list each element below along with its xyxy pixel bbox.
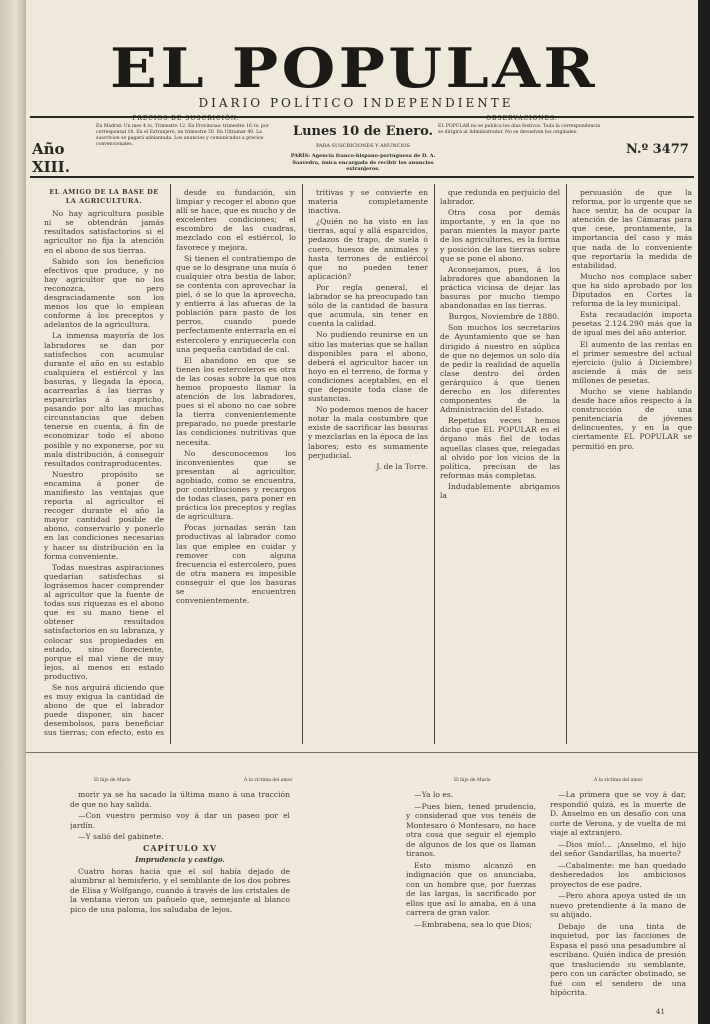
article-paragraph: Si tienen el contratiempo de que se lo desgrane una muía ó cualquier otra bestia de labor, se contenta con aprovechar la piel, ó se lo que la aprovecha, y entierra á las afueras de la población para pasto de los perros, cuando puede perfectamente enterrarla en el estercolero y enriquecerla con una pequeña cantidad de cal.	[176, 253, 296, 354]
article-paragraph: Se nos arguirá diciendo que es muy exigua la cantidad de abono de que el labrador puede disponer, sin hacer desembolsos, para beneficiar sus tierras; con efecto, esto es	[44, 682, 164, 738]
article-paragraph: que redunda en perjuicio del labrador.	[440, 188, 560, 207]
story-paragraph: —Dios mío!... ¡Anselmo, el hijo del señor Gandarillas, ha muerto?	[550, 839, 686, 858]
article-paragraph: No desconocemos los inconvenientes que se presentan al agricultor, agobiado, como se encuentra, por contribuciones y recargos de todas clases, para poner en práctica los preceptos y reglas de agricultura.	[176, 448, 296, 522]
article-paragraph: Sabido son los beneficios efectivos que produce, y no hay agricultor que no los reconozca, pero desgraciadamente son los menos los que lo emplean conforme á los preceptos y adelantos de la agricultura.	[44, 256, 164, 330]
ads-text: PARÍS: Agencia franco-hispano-portuguesa de D. A. Saavedra, única encargada de recibir los anuncios extranjeros.	[290, 153, 436, 173]
story-paragraph: —Cabalmente: me han quedado desheredados los ambiciosos proyectos de ese padre.	[550, 860, 686, 889]
band-label: El hijo de María	[94, 778, 131, 783]
article-paragraph: Repetidas veces hemos dicho que EL POPULAR es el órgano más fiel de todas aquellas clases que, relegadas al olvido por los vicios de la política, precisan de las reformas más completas.	[440, 416, 560, 480]
article-paragraph: Todas nuestras aspiraciones quedarían satisfechas si lográsemos hacer comprender al agricultor que la fuente de todas sus riquezas es el abono que es su mano tiene el obtener resultados satisfactorios en su labranza, y colocar sus propiedades en estado, sino floreciente, porque el mal viene de muy lejos, al menos en estado productivo.	[44, 562, 164, 681]
obs-text: EL POPULAR no se publica los días festivos. Toda la correspondencia se dirigirá al Administrador. No se devuelven los originales.	[438, 124, 601, 135]
newspaper-subtitle: DIARIO POLÍTICO INDEPENDIENTE	[198, 96, 514, 110]
article-paragraph: Esta recaudación importa pesetas 2.124.290 más que la de igual mes del año anterior.	[572, 310, 692, 338]
issue-date-block	[288, 116, 438, 174]
issue-number: N.º 3477	[626, 142, 689, 157]
story-paragraph: —Con vuestro permiso voy á dar un paseo por el jardín.	[70, 811, 290, 830]
column-divider	[170, 184, 171, 744]
obs-heading: OBSERVACIONES.	[486, 115, 558, 122]
story-paragraph: —Y salió del gabinete.	[78, 832, 164, 841]
story-paragraph: morir ya se ha sacado la última mano á una tracción de que no hay salida.	[70, 790, 290, 809]
observations	[438, 116, 606, 174]
article-paragraph: No podemos menos de hacer notar la mala costumbre que existe de sacrificar las basuras y mezclarlas en la época de las labores; esto es sumamente perjudicial.	[308, 405, 428, 460]
page-number: 41	[656, 1008, 665, 1016]
column-divider	[566, 184, 567, 744]
band-label: Á la víctima del amor	[594, 778, 643, 783]
story-paragraph: —Pero ahora apoya usted de un nuevo pretendiente á la mano de su ahijado.	[550, 891, 686, 919]
book-spine	[0, 0, 26, 1024]
article-paragraph: No hay agricultura posible ni se obtendrán jamás resultados satisfactorios si el agricultor no fija la atención en el abono de sus tierras.	[44, 209, 164, 255]
article-column-3	[308, 188, 428, 738]
story-paragraph: —La primera que se voy á dar, respondió quizá, es la muerte de D. Anselmo en un desafío con una corte de Verona, y de vuelta de mi viaje al extranjero.	[550, 790, 686, 837]
story-paragraph: Esto mismo alcanzó en indignación que os anunciaba, con un hombre que, por fuerzas de las largas, la sacrificado por ellos que así lo amaba, en á una carrera de gran valor.	[406, 860, 536, 917]
story-paragraph: —Embrabena, sea lo que Dios;	[414, 919, 532, 929]
column-divider	[302, 184, 303, 744]
article-paragraph: Nuestro propósito se encamina á poner de manifiesto las ventajas que reporta al agricultor el recoger durante el año la mayor cantidad posible de abono, conservarlo y ponerlo en las condiciones necesarias y hacer su distribución en la forma conveniente.	[44, 469, 164, 561]
article-paragraph: Pocas jornadas serán tan productivas al labrador como las que emplee en cuidar y remover con alguna frecuencia el estercolero, pues de otra manera es imposible conseguir el que los basuras se encuentren convenientemente.	[176, 523, 296, 606]
fold-line	[26, 752, 698, 753]
article-paragraph: tritivas y se convierte en materia completamente inactiva.	[308, 188, 428, 216]
article-column-4	[440, 188, 560, 738]
article-paragraph: Son muchos los secretarios de Ayuntamiento que se han dirigido á nuestro en súplica de que no dejemos un solo día de pedir la realidad de aquella clase dentro del órden gerárquico á que tienen derecho en los diferentes componentes de la Administración del Estado.	[440, 323, 560, 415]
article-column-1	[44, 188, 164, 738]
article-paragraph: El abandono en que se tienen los estercoleros es otra de las cosas sobre la que nos hemos propuesto llamar la atención de los labradores, pues si el abono no cae sobre la tierra convenientemente preparado, no puede prestarle las condiciones nutritivas que necesita.	[176, 355, 296, 447]
column-divider	[434, 184, 435, 744]
masthead-bottom-rule	[30, 176, 694, 178]
issue-date: Lunes 10 de Enero.	[292, 124, 434, 139]
folletin-column-3	[550, 790, 686, 1015]
chapter-title: CAPÍTULO XV	[142, 842, 218, 853]
scan-edge	[698, 0, 710, 1024]
article-column-5	[572, 188, 692, 738]
article-paragraph: Aconsejamos, pues, á los labradores que abandonen la práctica viciosa de dejar las basuras por mucho tiempo abandonadas en las tierras.	[440, 264, 560, 311]
article-paragraph: Indudablemente abrigamos la	[440, 481, 560, 500]
article-dateline: Burgos, Noviembre de 1880.	[448, 312, 560, 322]
issue-year: Año XIII.	[32, 140, 70, 176]
newspaper-page	[26, 0, 698, 1024]
band-label: El hijo de María	[454, 778, 491, 783]
story-paragraph: —Pues bien, tened prudencia, y considerad que vos tenéis de Montesaro ó Montesaro, no hace otra cosa que seguir el ejemplo de algunos de los que os llaman tiranos.	[406, 801, 536, 858]
story-paragraph: —Ya lo es.	[414, 790, 454, 799]
article-paragraph: El aumento de las rentas en el primer semestre del actual ejercicio (julio á Diciembre) asciende á más de seis millones de pesetas.	[572, 339, 692, 385]
story-paragraph: Debajo de una tinta de inquietud, por las facciones de Espasa el pasó una pesadumbre al escribano. Quién indica de presión que trasluciendo su semblante, pero con un carácter obstinado, se fué con el sendero de una hipócrita.	[550, 921, 686, 997]
folletin-column-1	[70, 790, 290, 1015]
article-column-2	[176, 188, 296, 738]
folletin-column-2	[406, 790, 536, 1015]
article-paragraph: Otra cosa por demás importante, y en la que no paran mientes la mayor parte de los agricultores, es la forma y posición de las tierras sobre que se pone el abono.	[440, 208, 560, 263]
article-heading: EL AMIGO DE LA BASE DE LA AGRICULTURA.	[49, 188, 159, 206]
ads-heading: PARA SUSCRICIONES Y ANUNCIOS	[316, 143, 410, 149]
article-paragraph: No pudiendo reunirse en un sitio las materias que se hallan disponibles para el abono, deberá el agricultor hacer un hoyo en el terreno, de forma y condiciones aceptables, en el que deposite toda clase de sustancias.	[308, 330, 428, 404]
article-paragraph: Mucho se viene hablando desde hace años respecto á la construcción de una penitenciaría de jóvenes delincuentes, y en la que ciertamente EL POPULAR se permitió en pro.	[572, 386, 692, 451]
subscription-prices	[96, 116, 276, 174]
article-paragraph: desde su fundación, sin limpiar y recoger el abono que allí se hace, que es mucho y de excelentes condiciones; el escombro de las cuadras, mezclado con el estiércol, lo favorece y mejora.	[176, 188, 296, 252]
article-paragraph: Por regla general, el labrador se ha preocupado tan sólo de la cantidad de basura que acumula, sin tener en cuenta la calidad.	[308, 282, 428, 329]
chapter-subtitle: Imprudencia y castigo.	[135, 855, 225, 864]
newspaper-title: EL POPULAR	[110, 36, 598, 100]
prices-heading: PRECIOS DE SUSCRICIÓN.	[132, 115, 240, 122]
article-paragraph: La inmensa mayoría de los labradores se dan por satisfechos con acumular durante el año en su establo cualquiera el estiércol y las basuras, y llegada la época, acarrearlas á las tierras y esparcirlas á capricho, pasando por alto las muchas circunstancias que deben tenerse en cuenta, á fin de economizar todo el abono posible y no exponerse, por su mala distribución, á conseguir resultados contraproducentes.	[44, 331, 164, 468]
story-paragraph: Cuatro horas hacia que el sol había dejado de alumbrar al hemisferio, y el semblante de los dos pobres de Elisa y Wolfgango, cuando á través de los cristales de la ventana vieron un pañuelo que, semejante al blanco pico de una paloma, los saludaba de lejos.	[70, 866, 290, 914]
article-paragraph: Mucho nos complace saber que ha sido aprobado por los Diputados en Cortes la reforma de la ley municipal.	[572, 271, 692, 309]
prices-text: En Madrid: Un mes 4 rs. Trimestre 12. En Provincias: trimestre 16 rs. por corresponsal 18. En el Extranjero, un trimestre 30. En Ultramar 40. La suscricion se pagará adelantada. Los anuncios y comunicados a precios convencionales.	[96, 124, 269, 147]
article-paragraph: persuasión de que la reforma, por lo urgente que se hace sentir, ha de ocupar la atención de las Cámaras para que cese, prontamente, la importancia del caso y más que nada de lo conveniente que reportaría la medida de estabilidad.	[572, 188, 692, 270]
band-label: Á la víctima del amor	[244, 778, 293, 783]
article-paragraph: ¿Quién no ha visto en las tierras, aquí y allá esparcidos, pedazos de trapo, de suela ó cuero, huesos de animales y hasta terrones de estiércol que no pueden tener aplicación?	[308, 217, 428, 281]
article-signature: J. de la Torre.	[376, 461, 428, 471]
